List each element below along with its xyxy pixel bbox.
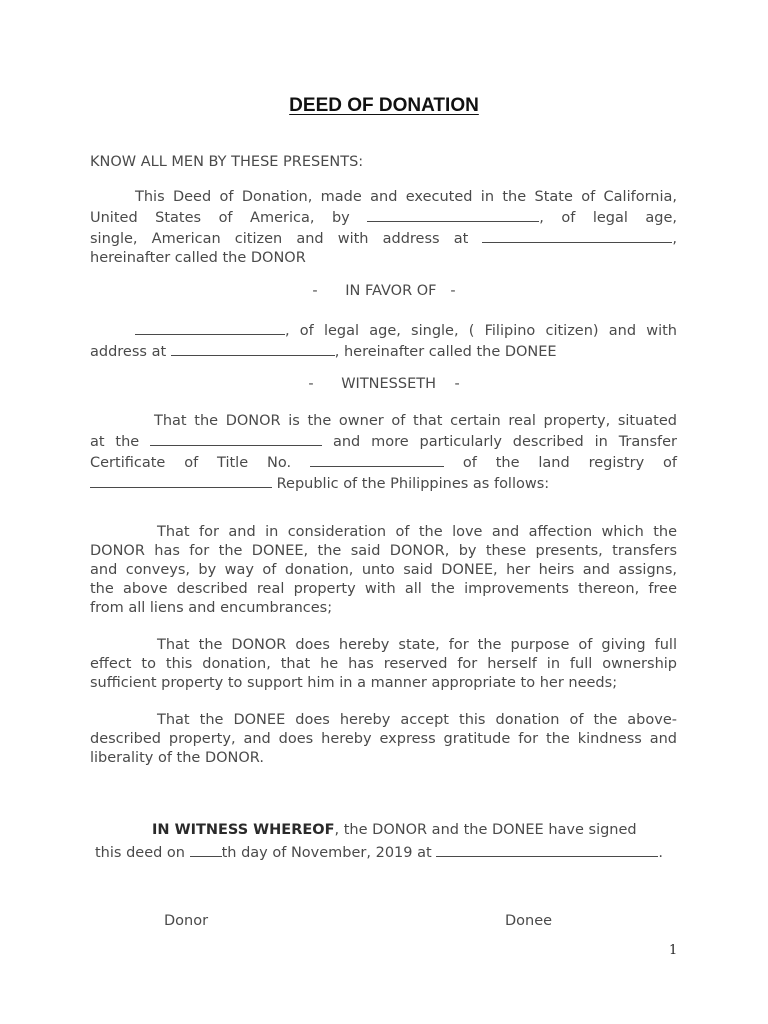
opening-line: KNOW ALL MEN BY THESE PRESENTS:: [90, 154, 364, 170]
property-location-blank: [150, 431, 322, 446]
acceptance-line-1: That the DONEE does hereby accept this donation of the above-: [157, 712, 677, 728]
donor-signature-label: Donor: [164, 913, 209, 929]
consideration-line-5: from all liens and encumbrances;: [90, 600, 333, 616]
donee-paragraph: [90, 320, 677, 362]
property-paragraph: [90, 412, 677, 494]
witness-line-1: IN WITNESS WHEREOF, the DONOR and the DONEE have signed: [152, 822, 637, 838]
day-blank: [190, 842, 222, 857]
donee-name-blank: [135, 320, 285, 335]
property-line-2: at the and more particularly described in Transfer: [90, 431, 677, 452]
donor-line-1: This Deed of Donation, made and executed in the State of California,: [135, 189, 677, 205]
donee-signature-label: Donee: [505, 913, 553, 929]
acceptance-line-2: described property, and does hereby express gratitude for the kindness and: [90, 731, 677, 747]
reservation-paragraph: [90, 636, 677, 693]
donor-paragraph: [90, 188, 677, 268]
page-number: 1: [669, 943, 678, 958]
acceptance-paragraph: [90, 711, 677, 768]
donor-line-4: hereinafter called the DONOR: [90, 250, 306, 266]
witness-whereof: IN WITNESS WHEREOF: [152, 822, 335, 838]
consideration-line-2: DONOR has for the DONEE, the said DONOR, by these presents, transfers: [90, 543, 677, 559]
consideration-paragraph: [90, 523, 677, 618]
property-line-4: Republic of the Philippines as follows:: [90, 473, 677, 494]
donee-address-blank: [171, 341, 335, 356]
reservation-line-3: sufficient property to support him in a manner appropriate to her needs;: [90, 675, 618, 691]
donee-line-2: address at , hereinafter called the DONEE: [90, 341, 677, 362]
donor-address-blank: [482, 228, 672, 243]
reservation-line-1: That the DONOR does hereby state, for the purpose of giving full: [157, 637, 677, 653]
document-title: DEED OF DONATION: [289, 95, 479, 116]
title-number-blank: [310, 452, 444, 467]
donor-name-blank: [367, 207, 539, 222]
place-blank: [436, 842, 658, 857]
witnesseth-heading: - WITNESSETH -: [308, 376, 460, 392]
consideration-line-4: the above described real property with all the improvements thereon, free: [90, 581, 677, 597]
acceptance-line-3: liberality of the DONOR.: [90, 750, 264, 766]
property-line-1: That the DONOR is the owner of that certain real property, situated: [154, 413, 677, 429]
reservation-line-2: effect to this donation, that he has reserved for herself in full ownership: [90, 656, 677, 672]
consideration-line-3: and conveys, by way of donation, unto said DONEE, her heirs and assigns,: [90, 562, 677, 578]
consideration-line-1: That for and in consideration of the love and affection which the: [157, 524, 677, 540]
donor-line-2: United States of America, by , of legal age,: [90, 207, 677, 228]
donee-line-1: , of legal age, single, ( Filipino citizen) and with: [90, 320, 677, 341]
property-line-3: Certificate of Title No. of the land registry of: [90, 452, 677, 473]
witness-line-2: this deed on th day of November, 2019 at .: [95, 842, 663, 861]
registry-blank: [90, 473, 272, 488]
donor-line-3: single, American citizen and with address at ,: [90, 228, 677, 249]
in-favor-of-heading: - IN FAVOR OF -: [312, 283, 456, 299]
